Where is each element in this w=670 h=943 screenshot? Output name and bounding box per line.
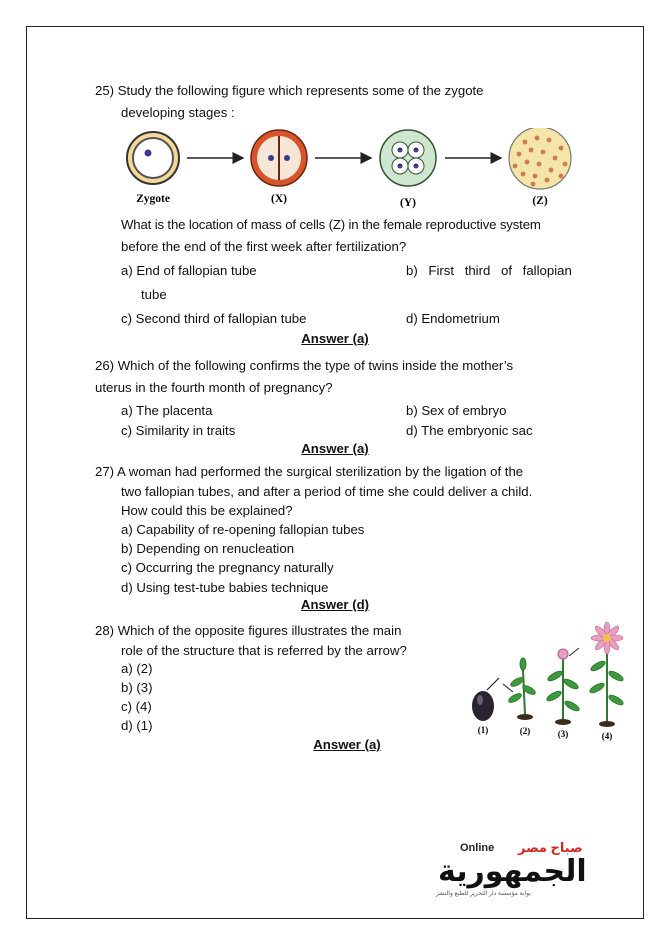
option-b[interactable]: b) Sex of embryo <box>406 403 507 418</box>
zygote-cell <box>127 132 179 184</box>
question-stem-cont: uterus in the fourth month of pregnancy? <box>95 380 333 395</box>
answer-27: Answer (d) <box>300 597 370 612</box>
option-d[interactable]: d) The embryonic sac <box>406 423 533 438</box>
zygote-stages-figure <box>115 128 585 210</box>
option-c[interactable]: c) Second third of fallopian tube <box>121 311 307 326</box>
question-text: What is the location of mass of cells (Z) in the female reproductive system <box>121 217 541 232</box>
option-a[interactable]: a) End of fallopian tube <box>121 263 257 278</box>
option-d[interactable]: d) (1) <box>121 718 153 733</box>
logo-tagline: بوابة مؤسسة دار التحرير للطبع والنشر <box>436 891 531 897</box>
option-a[interactable]: a) Capability of re-opening fallopian tubes <box>121 522 365 537</box>
question-number: 28) <box>95 623 115 638</box>
label-y: (Y) <box>400 197 416 209</box>
four-cell-stage <box>380 130 436 186</box>
two-cell-stage <box>251 130 307 186</box>
question-stem-cont: How could this be explained? <box>121 503 293 518</box>
question-25-prompt <box>95 214 590 258</box>
question-26 <box>95 355 590 399</box>
option-b[interactable]: b) (3) <box>121 680 153 695</box>
option-c[interactable]: c) Similarity in traits <box>121 423 236 438</box>
label-1: (1) <box>477 725 489 735</box>
question-28 <box>95 621 455 660</box>
question-25 <box>95 80 590 124</box>
label-x: (X) <box>271 193 287 205</box>
seedling-figure <box>503 658 537 720</box>
question-stem: A woman had performed the surgical sterilization by the ligation of the <box>117 464 524 479</box>
question-stem: Which of the following confirms the type of twins inside the mother’s <box>117 358 514 373</box>
question-number: 25) <box>95 83 115 98</box>
budding-plant-figure <box>546 648 581 725</box>
option-a-cont: tube <box>141 287 167 302</box>
label-zygote: Zygote <box>136 193 170 205</box>
option-c[interactable]: c) Occurring the pregnancy naturally <box>121 560 334 575</box>
seed-figure <box>472 678 499 721</box>
logo-brand-main: الجمهورية <box>438 855 587 888</box>
question-stem-cont: role of the structure that is referred by the arrow? <box>121 642 407 658</box>
option-d[interactable]: d) Endometrium <box>406 311 500 326</box>
question-number: 26) <box>95 358 115 373</box>
option-a[interactable]: a) (2) <box>121 661 153 676</box>
publisher-logo <box>430 840 620 900</box>
logo-brand-top: صباح مصر <box>518 840 583 855</box>
morula-stage <box>509 128 571 189</box>
answer-26: Answer (a) <box>301 441 369 456</box>
option-c[interactable]: c) (4) <box>121 699 152 714</box>
question-27 <box>95 462 590 521</box>
label-z: (Z) <box>532 195 548 207</box>
option-b[interactable]: b) First third of fallopian <box>406 263 572 278</box>
question-stem-cont: developing stages : <box>121 105 235 120</box>
question-number: 27) <box>95 464 115 479</box>
question-stem: Study the following figure which represents some of the zygote <box>117 83 484 98</box>
option-d[interactable]: d) Using test-tube babies technique <box>121 580 329 595</box>
plant-growth-figure <box>465 620 635 745</box>
label-3: (3) <box>557 729 569 739</box>
answer-28: Answer (a) <box>313 737 381 752</box>
option-b[interactable]: b) Depending on renucleation <box>121 541 295 556</box>
logo-online: Online <box>460 842 495 854</box>
label-2: (2) <box>519 726 531 736</box>
option-a[interactable]: a) The placenta <box>121 403 213 418</box>
question-text-cont: before the end of the first week after fertilization? <box>121 239 407 254</box>
flowering-plant-figure <box>589 622 625 727</box>
answer-25: Answer (a) <box>301 331 369 346</box>
label-4: (4) <box>601 731 613 741</box>
question-stem: Which of the opposite figures illustrates the main <box>117 623 402 638</box>
question-stem-cont: two fallopian tubes, and after a period of time she could deliver a child. <box>121 483 533 499</box>
